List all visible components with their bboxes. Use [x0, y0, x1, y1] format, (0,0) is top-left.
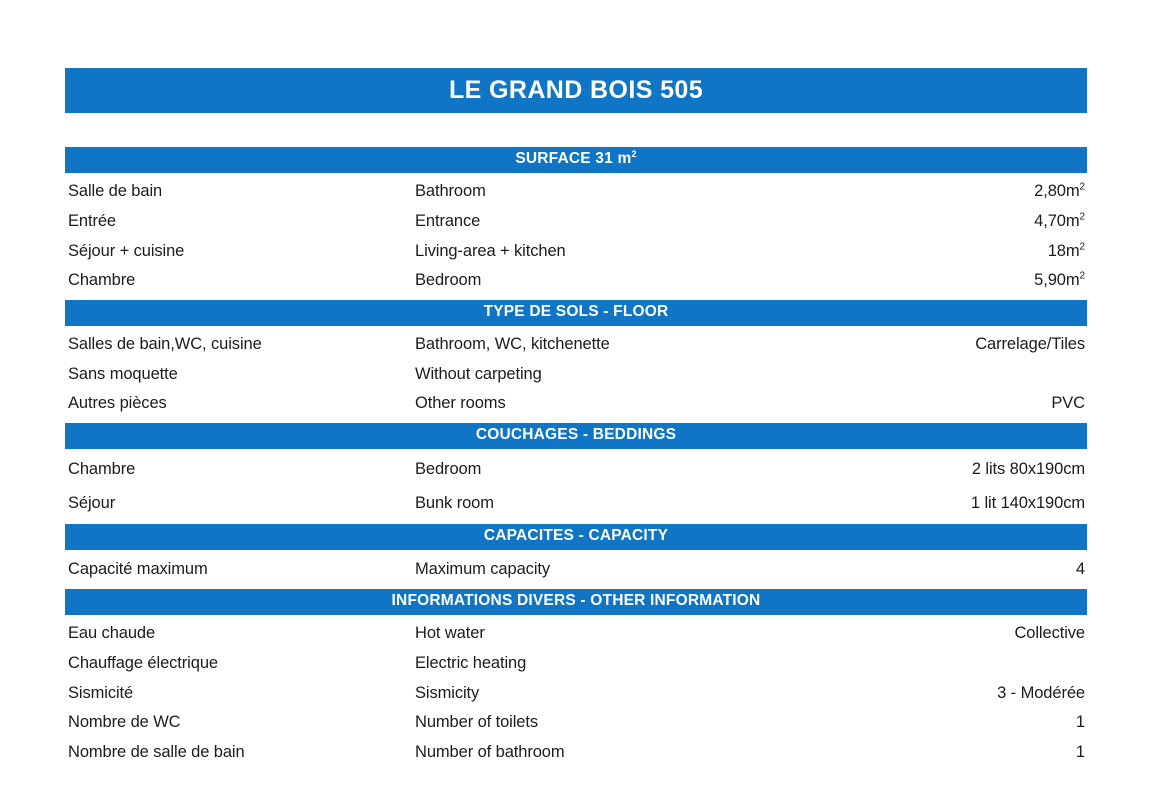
- label-fr: Salle de bain: [68, 182, 163, 201]
- label-en: Living-area + kitchen: [415, 241, 566, 260]
- section-rows-surface: [65, 175, 1087, 298]
- table-row: [65, 207, 1087, 237]
- label-en: Hot water: [415, 624, 485, 643]
- table-row: [65, 738, 1087, 768]
- label-fr: Séjour: [68, 493, 116, 512]
- value: $5,90m^2$: [1034, 270, 1085, 290]
- section-rows-capacity: [65, 552, 1087, 587]
- table-row: [65, 486, 1087, 520]
- label-en: Other rooms: [415, 394, 506, 413]
- superscript: 2: [1079, 211, 1085, 223]
- label-fr: Sismicité: [68, 683, 134, 702]
- label-en: Entrance: [415, 212, 481, 231]
- label-fr: Autres pièces: [68, 394, 167, 413]
- label-fr: Chambre: [68, 271, 136, 290]
- section-header-text: INFORMATIONS DIVERS - OTHER INFORMATION: [391, 591, 761, 609]
- section-header-floor: [65, 300, 1087, 326]
- value: 1 lit 140x190cm: [970, 493, 1085, 512]
- superscript: 2: [1079, 270, 1085, 282]
- label-en: Without carpeting: [415, 364, 542, 383]
- table-row: [65, 330, 1087, 360]
- label-en: Electric heating: [415, 653, 527, 672]
- label-en: Bedroom: [415, 460, 482, 479]
- label-fr: Nombre de WC: [68, 713, 181, 732]
- label-fr: Eau chaude: [68, 624, 156, 643]
- label-en: Bathroom, WC, kitchenette: [415, 335, 610, 354]
- table-row: [65, 359, 1087, 389]
- section-header-text: TYPE DE SOLS - FLOOR: [483, 302, 669, 320]
- page-title: [65, 68, 1087, 113]
- table-row: [65, 708, 1087, 738]
- section-surface: [65, 147, 1087, 298]
- table-row: [65, 619, 1087, 649]
- table-row: [65, 236, 1087, 266]
- table-row: [65, 678, 1087, 708]
- value: 1: [1075, 742, 1085, 761]
- label-en: Bathroom: [415, 182, 486, 201]
- label-fr: Sans moquette: [68, 364, 178, 383]
- table-row: [65, 177, 1087, 207]
- label-fr: Capacité maximum: [68, 559, 208, 578]
- table-row: [65, 453, 1087, 487]
- section-header-capacity: [65, 524, 1087, 550]
- label-fr: Entrée: [68, 212, 117, 231]
- label-en: Bedroom: [415, 271, 482, 290]
- superscript: 2: [631, 148, 637, 159]
- section-other-information: [65, 589, 1087, 769]
- label-en: Number of bathroom: [415, 742, 565, 761]
- section-header-text: CAPACITES - CAPACITY: [483, 526, 669, 544]
- superscript: 2: [1079, 241, 1085, 253]
- section-rows-beddings: [65, 451, 1087, 522]
- label-fr: Nombre de salle de bain: [68, 742, 245, 761]
- label-fr: Salles de bain,WC, cuisine: [68, 335, 262, 354]
- table-row: [65, 649, 1087, 679]
- value: 2 lits 80x190cm: [971, 460, 1085, 479]
- value: PVC: [1051, 394, 1085, 413]
- section-header-text: COUCHAGES - BEDDINGS: [475, 425, 677, 443]
- label-en: Number of toilets: [415, 713, 539, 732]
- value: 3 - Modérée: [997, 683, 1085, 702]
- section-header-text: SURFACE 31 $m^2$: [515, 148, 637, 167]
- label-en: Sismicity: [415, 683, 480, 702]
- section-floor: [65, 300, 1087, 421]
- title-gap: [65, 113, 1087, 145]
- table-row: [65, 389, 1087, 419]
- superscript: 2: [1079, 181, 1085, 193]
- property-info-sheet: [65, 68, 1087, 769]
- value: $4,70m^2$: [1034, 211, 1085, 231]
- value: Collective: [1014, 624, 1085, 643]
- section-rows-floor: [65, 328, 1087, 421]
- table-row: [65, 266, 1087, 296]
- value: 1: [1075, 713, 1085, 732]
- label-fr: Chambre: [68, 460, 136, 479]
- value: Carrelage/Tiles: [975, 335, 1085, 354]
- page-title-text: LE GRAND BOIS 505: [448, 76, 704, 104]
- value: $2,80m^2$: [1034, 181, 1085, 201]
- value: $18m^2$: [1047, 241, 1085, 260]
- value: 4: [1075, 559, 1085, 578]
- section-capacity: [65, 524, 1087, 587]
- section-rows-other-information: [65, 617, 1087, 769]
- label-en: Maximum capacity: [415, 559, 551, 578]
- label-fr: Séjour + cuisine: [68, 241, 185, 260]
- table-row: [65, 554, 1087, 585]
- section-header-beddings: [65, 423, 1087, 449]
- section-header-other-information: [65, 589, 1087, 615]
- section-beddings: [65, 423, 1087, 522]
- label-fr: Chauffage électrique: [68, 653, 218, 672]
- section-header-surface: [65, 147, 1087, 173]
- label-en: Bunk room: [415, 493, 494, 512]
